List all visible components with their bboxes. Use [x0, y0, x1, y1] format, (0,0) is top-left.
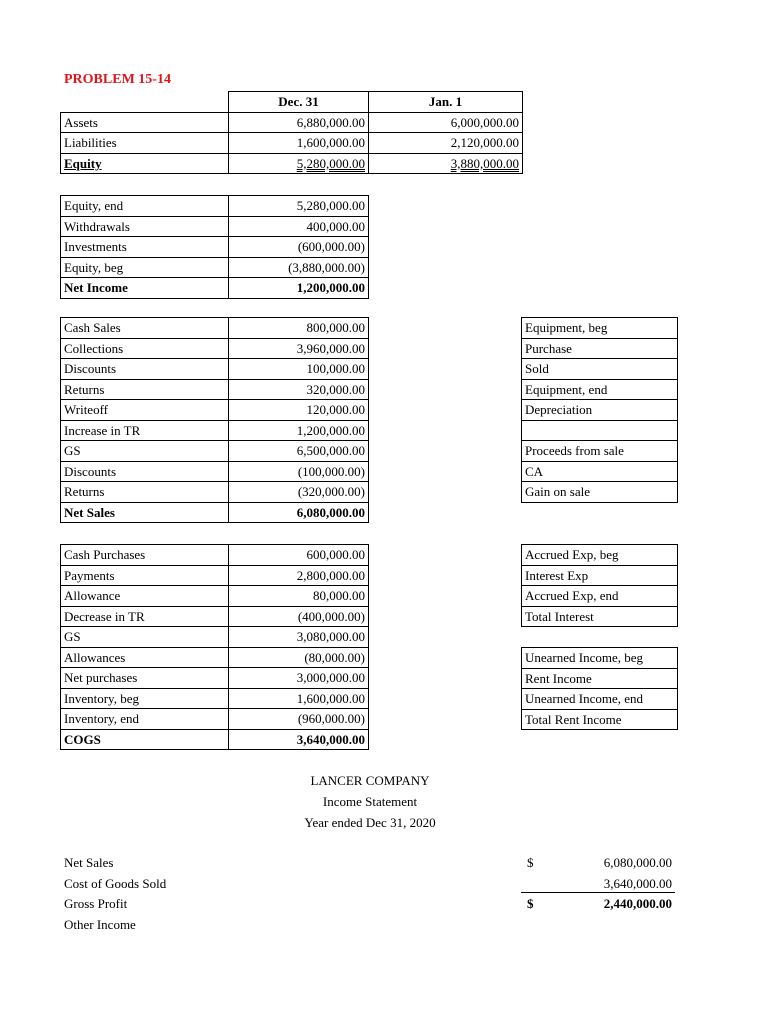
row-value: 3,000,000.00: [229, 668, 369, 689]
row-value: 6,080,000.00: [229, 502, 369, 523]
table-row: [61, 112, 523, 133]
row-value: 3,960,000.00: [229, 338, 369, 359]
list-item: [522, 420, 678, 441]
row-label: Inventory, beg: [61, 688, 229, 709]
box-label: Total Rent Income: [522, 709, 678, 730]
row-value: 600,000.00: [229, 545, 369, 566]
net-income-table: [60, 195, 369, 299]
is-cogs-amount: 3,640,000.00: [603, 876, 672, 891]
table-row: [61, 565, 369, 586]
row-value: 1,200,000.00: [229, 278, 369, 299]
equipment-box: [521, 317, 678, 503]
subtotal-rule: [521, 892, 675, 893]
statement-name: Income Statement: [322, 794, 418, 809]
table-row: [61, 586, 369, 607]
box-label: Purchase: [522, 338, 678, 359]
row-label: Cash Sales: [61, 318, 229, 339]
box-label: Equipment, beg: [522, 318, 678, 339]
table-header-row: [61, 92, 523, 113]
is-gross-profit-label: Gross Profit: [64, 896, 128, 911]
table-row: [61, 400, 369, 421]
box-label: Unearned Income, end: [522, 689, 678, 710]
currency-symbol: $: [527, 855, 534, 870]
jan-value: 2,120,000.00: [369, 133, 523, 154]
row-value: 1,600,000.00: [229, 688, 369, 709]
row-value: 120,000.00: [229, 400, 369, 421]
table-row-total: [61, 153, 523, 174]
row-label: Allowance: [61, 586, 229, 607]
net-sales-table: [60, 317, 369, 523]
box-label: Sold: [522, 359, 678, 380]
list-item: [522, 648, 678, 669]
row-label: Net Income: [61, 278, 229, 299]
is-gross-profit-amount: 2,440,000.00: [603, 896, 672, 911]
list-item: [522, 400, 678, 421]
jan-value: [369, 153, 523, 174]
row-label: GS: [61, 441, 229, 462]
row-value: (320,000.00): [229, 482, 369, 503]
table-row: [61, 196, 369, 217]
list-item: [522, 689, 678, 710]
row-label: Returns: [61, 379, 229, 400]
table-row: [61, 216, 369, 237]
row-label: Investments: [61, 237, 229, 258]
row-value: 6,500,000.00: [229, 441, 369, 462]
row-value: (600,000.00): [229, 237, 369, 258]
row-value: (3,880,000.00): [229, 257, 369, 278]
header-dec-31: Dec. 31: [229, 92, 369, 113]
table-row-total: [61, 502, 369, 523]
table-row: [61, 688, 369, 709]
currency-symbol: $: [527, 896, 534, 911]
dec-value: [229, 153, 369, 174]
table-row: [61, 237, 369, 258]
table-row-total: [61, 278, 369, 299]
row-value: 320,000.00: [229, 379, 369, 400]
header-cell-blank: [61, 92, 229, 113]
box-label: Gain on sale: [522, 482, 678, 503]
box-label: Total Interest: [522, 606, 678, 627]
row-label: Decrease in TR: [61, 606, 229, 627]
row-value: 800,000.00: [229, 318, 369, 339]
cogs-table: [60, 544, 369, 750]
jan-value: 6,000,000.00: [369, 112, 523, 133]
statement-period: Year ended Dec 31, 2020: [304, 815, 436, 830]
row-label: Equity, beg: [61, 257, 229, 278]
table-row: [61, 668, 369, 689]
row-value: 80,000.00: [229, 586, 369, 607]
row-label: Net Sales: [61, 502, 229, 523]
list-item: [522, 709, 678, 730]
row-value: (80,000.00): [229, 647, 369, 668]
row-value: (960,000.00): [229, 709, 369, 730]
row-label: Returns: [61, 482, 229, 503]
row-value: 5,280,000.00: [229, 196, 369, 217]
box-label: Equipment, end: [522, 379, 678, 400]
dec-value: 1,600,000.00: [229, 133, 369, 154]
box-label: Accrued Exp, beg: [522, 545, 678, 566]
row-label: COGS: [61, 729, 229, 750]
list-item: [522, 668, 678, 689]
table-row: [61, 606, 369, 627]
list-item: [522, 461, 678, 482]
box-label: [522, 420, 678, 441]
row-label: Increase in TR: [61, 420, 229, 441]
table-row: [61, 133, 523, 154]
box-label: Proceeds from sale: [522, 441, 678, 462]
list-item: [522, 482, 678, 503]
list-item: [522, 359, 678, 380]
box-label: Interest Exp: [522, 565, 678, 586]
row-value: (100,000.00): [229, 461, 369, 482]
rent-box: [521, 647, 678, 730]
row-value: 2,800,000.00: [229, 565, 369, 586]
box-label: Accrued Exp, end: [522, 586, 678, 607]
table-row: [61, 647, 369, 668]
row-label: Payments: [61, 565, 229, 586]
is-net-sales-amount: 6,080,000.00: [603, 855, 672, 870]
row-value: 100,000.00: [229, 359, 369, 380]
row-value: 1,200,000.00: [229, 420, 369, 441]
table-row: [61, 338, 369, 359]
row-value: (400,000.00): [229, 606, 369, 627]
row-label: Collections: [61, 338, 229, 359]
table-row: [61, 627, 369, 648]
row-value: 3,080,000.00: [229, 627, 369, 648]
company-name: LANCER COMPANY: [310, 773, 430, 788]
box-label: Depreciation: [522, 400, 678, 421]
dec-value: 6,880,000.00: [229, 112, 369, 133]
table-row: [61, 318, 369, 339]
row-label: Equity: [61, 153, 229, 174]
table-row: [61, 545, 369, 566]
interest-box: [521, 544, 678, 627]
row-label: Cash Purchases: [61, 545, 229, 566]
list-item: [522, 318, 678, 339]
is-other-income-label: Other Income: [64, 917, 136, 932]
table-row: [61, 257, 369, 278]
box-label: Rent Income: [522, 668, 678, 689]
row-label: Inventory, end: [61, 709, 229, 730]
box-label: CA: [522, 461, 678, 482]
row-label: Assets: [61, 112, 229, 133]
table-row: [61, 482, 369, 503]
row-value: 3,640,000.00: [229, 729, 369, 750]
equity-table: [60, 91, 523, 174]
row-label: Writeoff: [61, 400, 229, 421]
table-row: [61, 441, 369, 462]
header-jan-1: Jan. 1: [369, 92, 523, 113]
row-label: Equity, end: [61, 196, 229, 217]
table-row: [61, 461, 369, 482]
row-label: GS: [61, 627, 229, 648]
table-row: [61, 379, 369, 400]
list-item: [522, 606, 678, 627]
row-label: Liabilities: [61, 133, 229, 154]
row-label: Net purchases: [61, 668, 229, 689]
box-label: Unearned Income, beg: [522, 648, 678, 669]
is-net-sales-label: Net Sales: [64, 855, 114, 870]
row-value: 400,000.00: [229, 216, 369, 237]
row-label: Discounts: [61, 359, 229, 380]
list-item: [522, 545, 678, 566]
page-title: PROBLEM 15-14: [64, 72, 171, 87]
list-item: [522, 441, 678, 462]
table-row: [61, 359, 369, 380]
row-label: Allowances: [61, 647, 229, 668]
table-row: [61, 420, 369, 441]
list-item: [522, 379, 678, 400]
table-row: [61, 709, 369, 730]
row-label: Withdrawals: [61, 216, 229, 237]
row-label: Discounts: [61, 461, 229, 482]
is-cogs-label: Cost of Goods Sold: [64, 876, 167, 891]
jan-equity-amount: 3,880,000.00: [450, 155, 519, 171]
list-item: [522, 565, 678, 586]
dec-equity-amount: 5,280,000.00: [296, 155, 365, 171]
table-row-total: [61, 729, 369, 750]
list-item: [522, 338, 678, 359]
list-item: [522, 586, 678, 607]
